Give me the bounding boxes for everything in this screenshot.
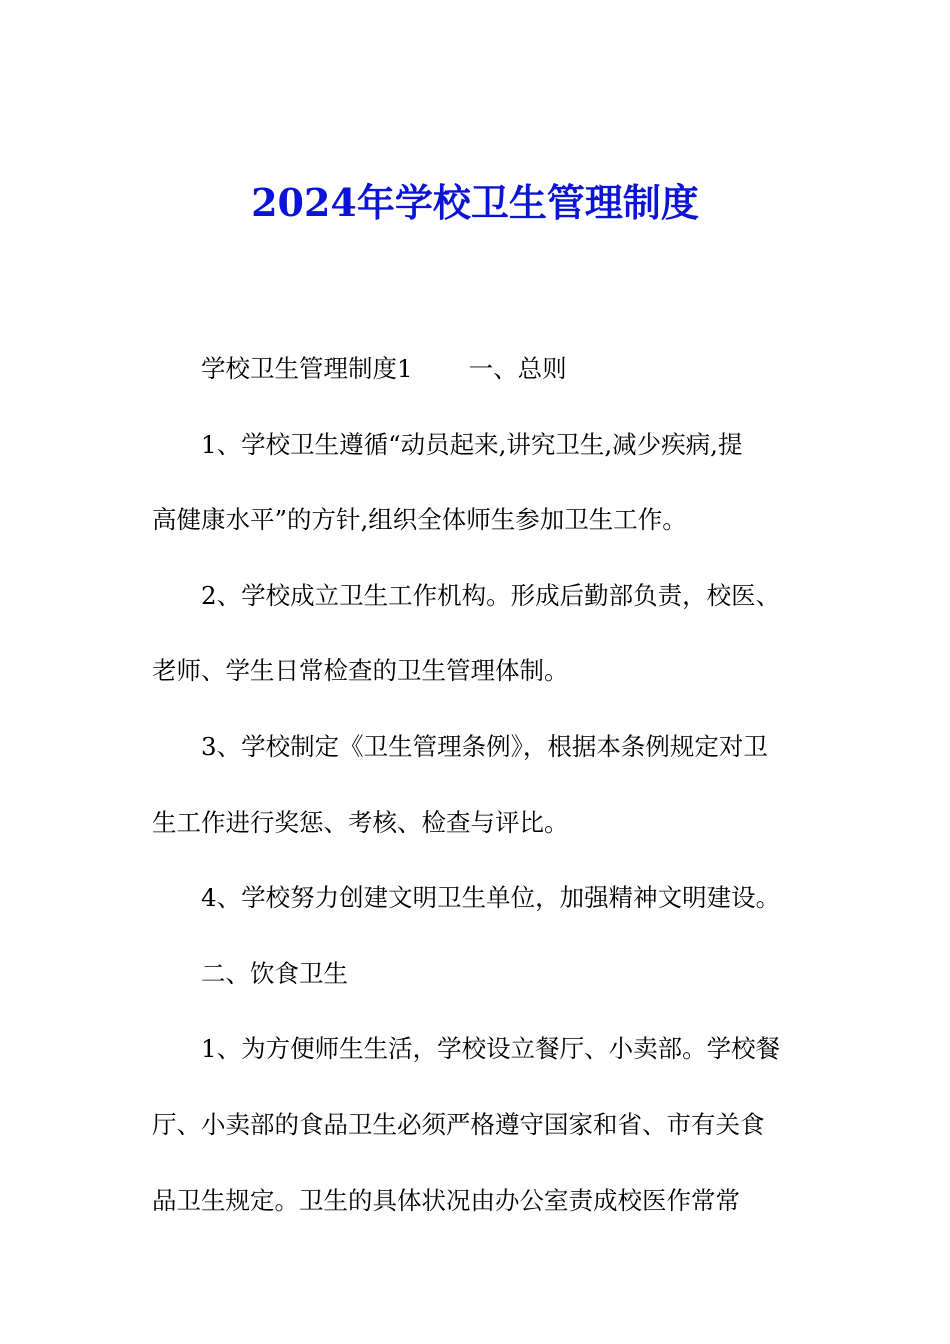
- paragraph-line: 生工作进行奖惩、考核、检查与评比。: [152, 807, 569, 837]
- paragraph-line: 品卫生规定。卫生的具体状况由办公室责成校医作常常: [152, 1185, 740, 1215]
- document-body: [152, 331, 807, 1238]
- document-title: 2024年学校卫生管理制度: [251, 180, 699, 225]
- paragraph-line: 2、学校成立卫生工作机构。形成后勤部负责，校医、: [201, 580, 781, 610]
- paragraph-line: 1、为方便师生生活，学校设立餐厅、小卖部。学校餐: [201, 1034, 781, 1064]
- section-heading: 学校卫生管理制度1: [201, 354, 413, 383]
- paragraph-line: 3、学校制定《卫生管理条例》，根据本条例规定对卫: [201, 731, 768, 761]
- paragraph-line: 厅、小卖部的食品卫生必须严格遵守国家和省、市有关食: [152, 1109, 765, 1139]
- section-heading: 一、总则: [468, 354, 567, 383]
- paragraph-line: [152, 331, 807, 407]
- paragraph-line: 4、学校努力创建文明卫生单位，加强精神文明建设。: [201, 883, 781, 913]
- section-heading: 二、饮食卫生: [201, 958, 348, 988]
- paragraph-line: 高健康水平”的方针,组织全体师生参加卫生工作。: [152, 505, 687, 535]
- paragraph-line: 1、学校卫生遵循“动员起来,讲究卫生,减少疾病,提: [201, 429, 743, 459]
- paragraph-line: 老师、学生日常检查的卫生管理体制。: [152, 656, 569, 686]
